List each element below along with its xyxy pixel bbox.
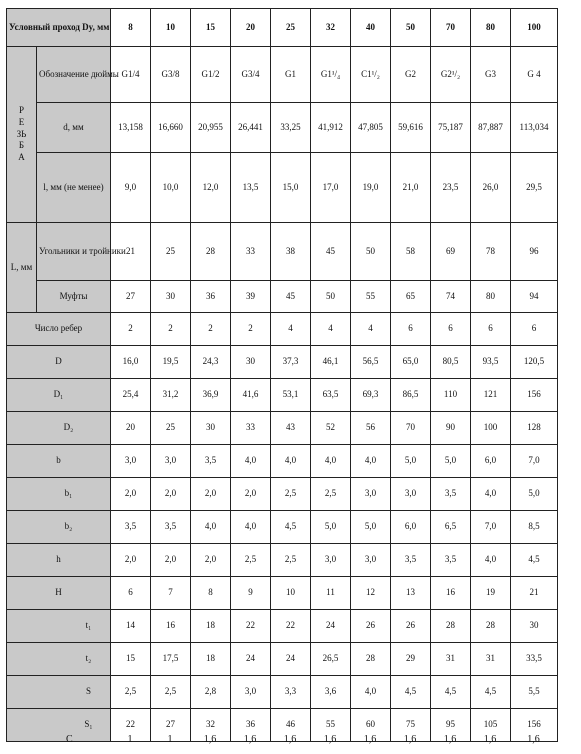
value-cell: 5,0 (431, 445, 471, 478)
thread-row (7, 153, 558, 223)
thread-cell: G1/2 (191, 47, 231, 103)
value-cell: 3,0 (391, 478, 431, 511)
value-cell: 22 (231, 610, 271, 643)
value-cell: 4,5 (511, 544, 558, 577)
value-cell: 2,0 (151, 478, 191, 511)
thread-row-label: l, мм (не менее) (37, 153, 111, 223)
value-cell: 2,5 (311, 478, 351, 511)
thread-cell: 23,5 (431, 153, 471, 223)
value-cell: 3,5 (111, 511, 151, 544)
value-cell: 3,0 (231, 676, 271, 709)
length-cell: 65 (391, 281, 431, 313)
value-cell: 4,0 (231, 511, 271, 544)
header-value-cell: 40 (351, 9, 391, 47)
value-cell: 156 (511, 379, 558, 412)
thread-cell: 33,25 (271, 103, 311, 153)
value-cell: 14 (111, 610, 151, 643)
length-cell: 45 (311, 223, 351, 281)
value-cell: 120,5 (511, 346, 558, 379)
thread-cell: 87,887 (471, 103, 511, 153)
bottom-value-cell: 1,6 (203, 733, 217, 745)
value-cell: 3,5 (151, 511, 191, 544)
value-cell: 37,3 (271, 346, 311, 379)
value-cell: 15 (111, 643, 151, 676)
value-cell: 3,5 (431, 478, 471, 511)
thread-cell: C1¹/₂ (351, 47, 391, 103)
bottom-value-cell: 1 (167, 733, 173, 745)
value-cell: 121 (471, 379, 511, 412)
value-cell: 5,0 (511, 478, 558, 511)
value-cell: 65,0 (391, 346, 431, 379)
value-cell: 25,4 (111, 379, 151, 412)
value-cell: 52 (311, 412, 351, 445)
value-cell: 28 (471, 610, 511, 643)
thread-cell: G3/4 (231, 47, 271, 103)
table-row (7, 313, 558, 346)
value-cell: 6,0 (471, 445, 511, 478)
length-cell: 50 (311, 281, 351, 313)
thread-cell: 9,0 (111, 153, 151, 223)
value-cell: 2,5 (111, 676, 151, 709)
length-cell: 50 (351, 223, 391, 281)
value-cell: 7,0 (511, 445, 558, 478)
value-cell: 55 (311, 709, 351, 742)
value-cell: 4,0 (271, 445, 311, 478)
bottom-value-cell: 1,6 (403, 733, 417, 745)
thread-cell: G2¹/₂ (431, 47, 471, 103)
value-cell: 20 (111, 412, 151, 445)
value-cell: 4,5 (391, 676, 431, 709)
value-cell: 2,0 (191, 544, 231, 577)
value-cell: 75 (391, 709, 431, 742)
thread-cell: G1 (271, 47, 311, 103)
thread-cell: 13,158 (111, 103, 151, 153)
header-value-cell: 25 (271, 9, 311, 47)
value-cell: 5,0 (351, 511, 391, 544)
value-cell: 9 (231, 577, 271, 610)
value-cell: 156 (511, 709, 558, 742)
value-cell: 4,5 (471, 676, 511, 709)
bottom-value-cell: 1,6 (363, 733, 377, 745)
value-cell: 16,0 (111, 346, 151, 379)
length-row-label: Угольники и тройники (37, 223, 111, 281)
header-value-cell: 8 (111, 9, 151, 47)
value-cell: 93,5 (471, 346, 511, 379)
value-cell: 8,5 (511, 511, 558, 544)
thread-cell: G3 (471, 47, 511, 103)
value-cell: 95 (431, 709, 471, 742)
thread-cell: G1/4 (111, 47, 151, 103)
value-cell: 2,5 (271, 478, 311, 511)
thread-cell: 15,0 (271, 153, 311, 223)
value-cell: 4,0 (471, 544, 511, 577)
thread-cell: G2 (391, 47, 431, 103)
header-value-cell: 80 (471, 9, 511, 47)
length-cell: 74 (431, 281, 471, 313)
table-row (7, 643, 558, 676)
value-cell: 16 (431, 577, 471, 610)
length-cell: 30 (151, 281, 191, 313)
value-cell: 3,0 (151, 445, 191, 478)
length-row (7, 223, 558, 281)
header-value-cell: 100 (511, 9, 558, 47)
length-cell: 80 (471, 281, 511, 313)
value-cell: 22 (271, 610, 311, 643)
header-label-cell: Условный проход Dy, мм (7, 9, 111, 47)
value-cell: 56 (351, 412, 391, 445)
thread-cell: 75,187 (431, 103, 471, 153)
table-row (7, 445, 558, 478)
value-cell: 105 (471, 709, 511, 742)
bottom-value-cell: 1,6 (323, 733, 337, 745)
thread-cell: G 4 (511, 47, 558, 103)
value-cell: 7 (151, 577, 191, 610)
value-cell: 4,0 (191, 511, 231, 544)
length-cell: 94 (511, 281, 558, 313)
value-cell: 30 (231, 346, 271, 379)
thread-cell: 20,955 (191, 103, 231, 153)
value-cell: 3,5 (191, 445, 231, 478)
bottom-value-cell: 1,6 (243, 733, 257, 745)
value-cell: 19 (471, 577, 511, 610)
value-cell: 4 (351, 313, 391, 346)
value-cell: 128 (511, 412, 558, 445)
value-cell: 24 (231, 643, 271, 676)
value-cell: 29 (391, 643, 431, 676)
value-cell: 24 (271, 643, 311, 676)
thread-cell: 12,0 (191, 153, 231, 223)
row-label: H (7, 577, 111, 610)
table-row (7, 346, 558, 379)
value-cell: 6 (111, 577, 151, 610)
value-cell: 3,0 (351, 544, 391, 577)
table-row (7, 412, 558, 445)
value-cell: 6,0 (391, 511, 431, 544)
value-cell: 2,5 (151, 676, 191, 709)
value-cell: 11 (311, 577, 351, 610)
table-row (7, 544, 558, 577)
table-row (7, 511, 558, 544)
bottom-value-cell: 1,6 (283, 733, 297, 745)
value-cell: 60 (351, 709, 391, 742)
bottom-value-cell: 1,6 (483, 733, 497, 745)
value-cell: 4 (311, 313, 351, 346)
length-cell: 58 (391, 223, 431, 281)
thread-cell: 29,5 (511, 153, 558, 223)
row-label: t₁ (7, 610, 111, 643)
value-cell: 4,0 (471, 478, 511, 511)
value-cell: 36,9 (191, 379, 231, 412)
table-row (7, 577, 558, 610)
length-cell: 27 (111, 281, 151, 313)
value-cell: 26 (391, 610, 431, 643)
table-row (7, 676, 558, 709)
value-cell: 31 (431, 643, 471, 676)
value-cell: 16 (151, 610, 191, 643)
bottom-row-c (6, 726, 557, 750)
value-cell: 2 (151, 313, 191, 346)
thread-cell: 13,5 (231, 153, 271, 223)
value-cell: 19,5 (151, 346, 191, 379)
value-cell: 3,3 (271, 676, 311, 709)
value-cell: 4,0 (351, 676, 391, 709)
thread-cell: 26,441 (231, 103, 271, 153)
thread-group-text: РЕЗЬБА (16, 105, 27, 163)
table-row (7, 379, 558, 412)
length-cell: 36 (191, 281, 231, 313)
value-cell: 22 (111, 709, 151, 742)
value-cell: 3,0 (351, 478, 391, 511)
bottom-value-cell: 1,6 (443, 733, 457, 745)
row-label: S₁ (7, 709, 111, 742)
value-cell: 7,0 (471, 511, 511, 544)
length-cell: 25 (151, 223, 191, 281)
table-row (7, 478, 558, 511)
value-cell: 26,5 (311, 643, 351, 676)
value-cell: 24,3 (191, 346, 231, 379)
value-cell: 6 (471, 313, 511, 346)
bottom-value-cell: 1,6 (527, 733, 540, 745)
dimensions-table (6, 8, 558, 742)
thread-cell: G1¹/₄ (311, 47, 351, 103)
value-cell: 2,5 (271, 544, 311, 577)
value-cell: 27 (151, 709, 191, 742)
value-cell: 33,5 (511, 643, 558, 676)
value-cell: 46 (271, 709, 311, 742)
value-cell: 69,3 (351, 379, 391, 412)
thread-cell: 41,912 (311, 103, 351, 153)
header-value-cell: 10 (151, 9, 191, 47)
value-cell: 4,0 (311, 445, 351, 478)
thread-cell: 16,660 (151, 103, 191, 153)
header-value-cell: 70 (431, 9, 471, 47)
thread-group-label (7, 47, 37, 223)
length-row (7, 281, 558, 313)
value-cell: 25 (151, 412, 191, 445)
value-cell: 6,5 (431, 511, 471, 544)
row-label: D (7, 346, 111, 379)
length-cell: 21 (111, 223, 151, 281)
value-cell: 5,0 (391, 445, 431, 478)
thread-cell: 47,805 (351, 103, 391, 153)
value-cell: 26 (351, 610, 391, 643)
thread-cell: 59,616 (391, 103, 431, 153)
header-value-cell: 15 (191, 9, 231, 47)
value-cell: 30 (511, 610, 558, 643)
value-cell: 18 (191, 643, 231, 676)
value-cell: 33 (231, 412, 271, 445)
header-value-cell: 50 (391, 9, 431, 47)
row-label: b₂ (7, 511, 111, 544)
thread-cell: G3/8 (151, 47, 191, 103)
value-cell: 8 (191, 577, 231, 610)
length-cell: 28 (191, 223, 231, 281)
value-cell: 2 (191, 313, 231, 346)
value-cell: 4 (271, 313, 311, 346)
header-value-cell: 20 (231, 9, 271, 47)
value-cell: 18 (191, 610, 231, 643)
thread-cell: 17,0 (311, 153, 351, 223)
length-cell: 78 (471, 223, 511, 281)
value-cell: 100 (471, 412, 511, 445)
value-cell: 4,0 (231, 445, 271, 478)
value-cell: 6 (431, 313, 471, 346)
value-cell: 5,5 (511, 676, 558, 709)
thread-row (7, 47, 558, 103)
length-cell: 69 (431, 223, 471, 281)
header-value-cell: 32 (311, 9, 351, 47)
row-label: b₁ (7, 478, 111, 511)
value-cell: 2 (231, 313, 271, 346)
value-cell: 4,5 (431, 676, 471, 709)
thread-cell: 113,034 (511, 103, 558, 153)
value-cell: 4,5 (271, 511, 311, 544)
row-label: Число ребер (7, 313, 111, 346)
thread-row-label: d, мм (37, 103, 111, 153)
value-cell: 2,0 (111, 478, 151, 511)
value-cell: 3,5 (391, 544, 431, 577)
row-label: D₁ (7, 379, 111, 412)
thread-row (7, 103, 558, 153)
value-cell: 32 (191, 709, 231, 742)
value-cell: 36 (231, 709, 271, 742)
value-cell: 43 (271, 412, 311, 445)
value-cell: 3,6 (311, 676, 351, 709)
value-cell: 2 (111, 313, 151, 346)
value-cell: 2,0 (231, 478, 271, 511)
value-cell: 3,0 (111, 445, 151, 478)
value-cell: 86,5 (391, 379, 431, 412)
row-label: S (7, 676, 111, 709)
value-cell: 31,2 (151, 379, 191, 412)
bottom-value-cell: 1 (127, 733, 133, 745)
length-row-label: Муфты (37, 281, 111, 313)
value-cell: 4,0 (351, 445, 391, 478)
value-cell: 63,5 (311, 379, 351, 412)
value-cell: 17,5 (151, 643, 191, 676)
length-cell: 33 (231, 223, 271, 281)
value-cell: 3,5 (431, 544, 471, 577)
value-cell: 21 (511, 577, 558, 610)
length-cell: 55 (351, 281, 391, 313)
length-cell: 96 (511, 223, 558, 281)
value-cell: 56,5 (351, 346, 391, 379)
header-row (7, 9, 558, 47)
length-group-label: L, мм (7, 223, 37, 313)
value-cell: 41,6 (231, 379, 271, 412)
value-cell: 80,5 (431, 346, 471, 379)
thread-cell: 19,0 (351, 153, 391, 223)
value-cell: 110 (431, 379, 471, 412)
table-row (7, 610, 558, 643)
value-cell: 46,1 (311, 346, 351, 379)
bottom-row-label: C (66, 733, 73, 745)
row-label: D₂ (7, 412, 111, 445)
value-cell: 90 (431, 412, 471, 445)
value-cell: 2,5 (231, 544, 271, 577)
value-cell: 6 (391, 313, 431, 346)
value-cell: 53,1 (271, 379, 311, 412)
value-cell: 3,0 (311, 544, 351, 577)
value-cell: 70 (391, 412, 431, 445)
value-cell: 30 (191, 412, 231, 445)
thread-cell: 21,0 (391, 153, 431, 223)
row-label: t₂ (7, 643, 111, 676)
value-cell: 12 (351, 577, 391, 610)
length-cell: 38 (271, 223, 311, 281)
value-cell: 24 (311, 610, 351, 643)
row-label: h (7, 544, 111, 577)
value-cell: 2,0 (111, 544, 151, 577)
value-cell: 10 (271, 577, 311, 610)
value-cell: 6 (511, 313, 558, 346)
value-cell: 2,0 (191, 478, 231, 511)
thread-row-label: Обозначение дюймы (37, 47, 111, 103)
value-cell: 13 (391, 577, 431, 610)
value-cell: 2,8 (191, 676, 231, 709)
value-cell: 31 (471, 643, 511, 676)
value-cell: 5,0 (311, 511, 351, 544)
value-cell: 2,0 (151, 544, 191, 577)
thread-cell: 10,0 (151, 153, 191, 223)
thread-cell: 26,0 (471, 153, 511, 223)
value-cell: 28 (351, 643, 391, 676)
length-cell: 45 (271, 281, 311, 313)
length-cell: 39 (231, 281, 271, 313)
row-label: b (7, 445, 111, 478)
value-cell: 28 (431, 610, 471, 643)
